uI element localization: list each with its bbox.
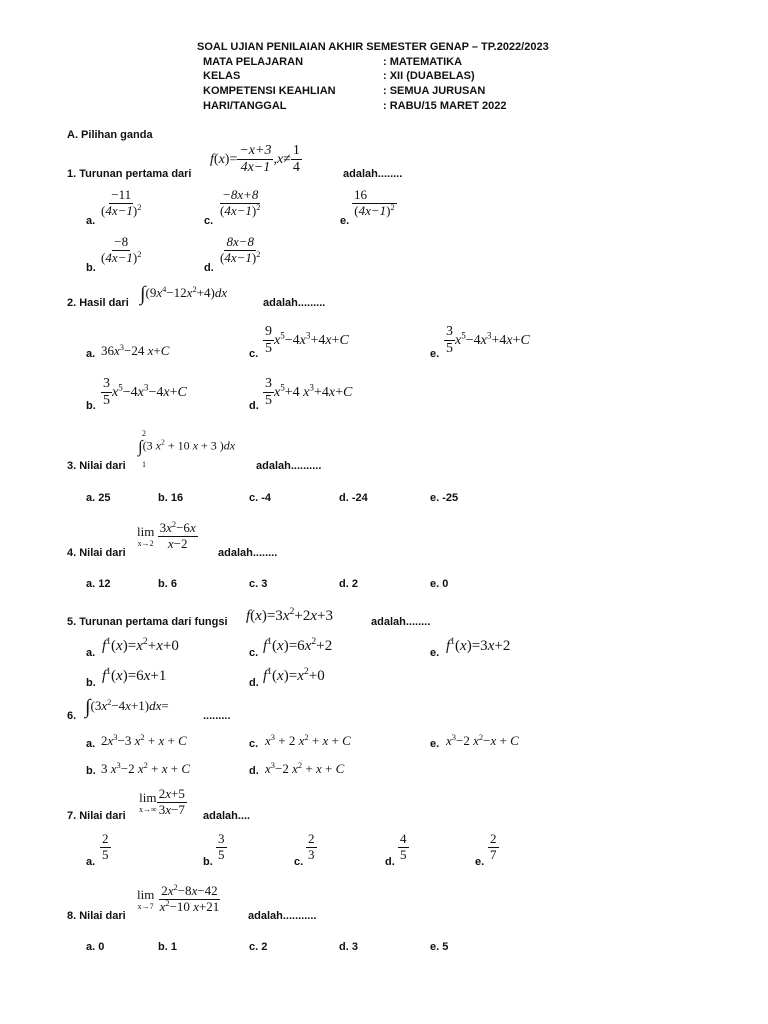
option-label[interactable]: e. <box>340 215 350 227</box>
option-label[interactable]: c. <box>204 215 214 227</box>
option-d-math[interactable]: $\frac{8x-8}{(4x-1)^2}$ <box>220 234 261 265</box>
option-label[interactable]: c. <box>249 647 259 659</box>
option-label[interactable]: d. <box>385 856 395 868</box>
option-b-math[interactable]: $\frac{3}{5}$ $x^5-4x^3-4x+C$ <box>103 376 187 409</box>
question-lead: 5. Turunan pertama dari fungsi <box>67 616 228 628</box>
option-a-math[interactable]: $\frac{2}{5}$ <box>102 831 109 862</box>
option-c-math[interactable]: $\frac{2}{3}$ <box>308 831 315 862</box>
section-title: A. Pilihan ganda <box>67 129 153 141</box>
option-c-math[interactable]: $\frac{9}{5}$ $x^5-4x^3+4x+C$ <box>265 324 349 357</box>
header-label-class: KELAS <box>203 70 241 82</box>
question-lead: 1. Turunan pertama dari <box>67 168 192 180</box>
option-d-math[interactable]: $\frac{3}{5}$ $x^5+4$ $x^3+4x+C$ <box>265 376 353 409</box>
option-label[interactable]: d. <box>249 677 259 689</box>
option-b-math[interactable]: $\frac{3}{5}$ <box>218 831 225 862</box>
option-label[interactable]: b. <box>86 677 96 689</box>
option-label[interactable]: b. <box>86 262 96 274</box>
option-label[interactable]: e. <box>475 856 485 868</box>
option-label[interactable]: e. <box>430 348 440 360</box>
math-expression: $\int(3x^2-4x+1)dx=$ <box>85 696 169 718</box>
option-e-math[interactable]: $\frac{3}{5}$ $x^5-4x^3+4x+C$ <box>446 324 530 357</box>
option-e[interactable]: e. -25 <box>430 492 459 504</box>
header-value-subject: : MATEMATIKA <box>383 56 463 68</box>
question-suffix: adalah........ <box>218 547 278 559</box>
option-label[interactable]: e. <box>430 647 440 659</box>
option-label[interactable]: c. <box>249 738 259 750</box>
option-a[interactable]: a. 25 <box>86 492 111 504</box>
option-c[interactable]: c. 2 <box>249 941 268 953</box>
option-a[interactable]: a. 0 <box>86 941 105 953</box>
option-b[interactable]: b. 1 <box>158 941 177 953</box>
option-d[interactable]: d. -24 <box>339 492 368 504</box>
option-e[interactable]: e. 5 <box>430 941 449 953</box>
header-value-competency: : SEMUA JURUSAN <box>383 85 486 97</box>
option-d[interactable]: d. 2 <box>339 578 358 590</box>
option-e-math[interactable]: $f^1(x)=3x+2$ <box>446 636 511 654</box>
option-label[interactable]: d. <box>204 262 214 274</box>
option-c-math[interactable]: $\frac{-8x+8}{(4x-1)^2}$ <box>220 187 261 218</box>
option-c[interactable]: c. -4 <box>249 492 272 504</box>
option-d-math[interactable]: $\frac{4}{5}$ <box>400 831 407 862</box>
math-expression: f(x)= $\frac{-x+3}{4x-1}$ ,x≠ $\frac{1}{4}$ <box>210 143 300 176</box>
question-lead: 8. Nilai dari <box>67 910 126 922</box>
header-label-date: HARI/TANGGAL <box>203 100 287 112</box>
question-suffix: adalah........... <box>248 910 317 922</box>
option-b-math[interactable]: $\frac{-8}{(4x-1)^2}$ <box>101 234 142 265</box>
option-d-math[interactable]: $f^1(x)=x^2+0$ <box>263 666 325 684</box>
option-e-math[interactable]: $\frac{2}{7}$ <box>490 831 497 862</box>
question-lead: 6. <box>67 710 77 722</box>
math-expression: lim x→7 $\frac{2x^2-8x-42}{x^2-10 x+21}$ <box>137 881 220 914</box>
option-label[interactable]: a. <box>86 348 96 360</box>
question-suffix: ......... <box>203 710 231 722</box>
header-value-date: : RABU/15 MARET 2022 <box>383 100 507 112</box>
option-a-math[interactable]: $\frac{-11}{(4x-1)^2}$ <box>101 187 142 218</box>
option-b[interactable]: b. 6 <box>158 578 177 590</box>
option-a-math[interactable]: $36x^3-24$ x+C <box>101 341 170 358</box>
question-lead: 2. Hasil dari <box>67 297 129 309</box>
question-lead: 4. Nilai dari <box>67 547 126 559</box>
option-a[interactable]: a. 12 <box>86 578 111 590</box>
option-label[interactable]: d. <box>249 765 259 777</box>
option-d-math[interactable]: $x^3-2$ $x^2 + x + C$ <box>265 759 345 776</box>
option-label[interactable]: a. <box>86 738 96 750</box>
question-suffix: adalah......... <box>263 297 326 309</box>
option-b-math[interactable]: $f^1(x)=6x+1$ <box>102 666 167 684</box>
header-label-subject: MATA PELAJARAN <box>203 56 304 68</box>
option-label[interactable]: c. <box>294 856 304 868</box>
option-label[interactable]: b. <box>203 856 213 868</box>
math-expression: lim x→2 $\frac{3x^2-6x}{x-2}$ <box>137 518 196 551</box>
option-label[interactable]: a. <box>86 856 96 868</box>
option-label[interactable]: c. <box>249 348 259 360</box>
math-expression: 2 1 ∫(3 $x^2 + 10$ x + 3 )dx <box>138 429 236 469</box>
question-suffix: adalah.... <box>203 810 251 822</box>
option-c-math[interactable]: $x^3 + 2$ $x^2 + x + C$ <box>265 731 351 748</box>
option-b[interactable]: b. 16 <box>158 492 184 504</box>
question-lead: 3. Nilai dari <box>67 460 126 472</box>
question-lead: 7. Nilai dari <box>67 810 126 822</box>
option-d[interactable]: d. 3 <box>339 941 358 953</box>
exam-title: SOAL UJIAN PENILAIAN AKHIR SEMESTER GENAP – TP.2022/2023 <box>197 41 549 53</box>
header-label-competency: KOMPETENSI KEAHLIAN <box>203 85 336 97</box>
math-expression: $\int(9x^4-12x^2+4)dx$ <box>140 283 228 305</box>
math-expression: lim x→∞ $\frac{2x+5}{3x-7}$ <box>139 786 185 817</box>
option-label[interactable]: a. <box>86 647 96 659</box>
option-a-math[interactable]: $2x^3-3$ $x^2 + x + C$ <box>101 731 187 748</box>
option-e[interactable]: e. 0 <box>430 578 449 590</box>
option-label[interactable]: d. <box>249 400 259 412</box>
option-label[interactable]: a. <box>86 215 96 227</box>
option-c-math[interactable]: $f^1(x)=6x^2+2$ <box>263 636 333 654</box>
option-e-math[interactable]: $x^3-2$ $x^2-x + C$ <box>446 731 519 748</box>
header-value-class: : XII (DUABELAS) <box>383 70 475 82</box>
option-c[interactable]: c. 3 <box>249 578 268 590</box>
question-suffix: adalah........ <box>343 168 403 180</box>
question-suffix: adalah........ <box>371 616 431 628</box>
math-expression: $f(x)=3x^2+2x+3$ <box>246 606 333 624</box>
option-a-math[interactable]: $f^1(x)=x^2+x+0$ <box>102 636 179 654</box>
option-label[interactable]: b. <box>86 765 96 777</box>
option-label[interactable]: b. <box>86 400 96 412</box>
option-e-math[interactable]: $\frac{16}{(4x-1)^2}$ <box>352 188 397 219</box>
question-suffix: adalah.......... <box>256 460 322 472</box>
option-b-math[interactable]: 3 $x^3-2$ $x^2 + x + C$ <box>101 759 190 776</box>
option-label[interactable]: e. <box>430 738 440 750</box>
